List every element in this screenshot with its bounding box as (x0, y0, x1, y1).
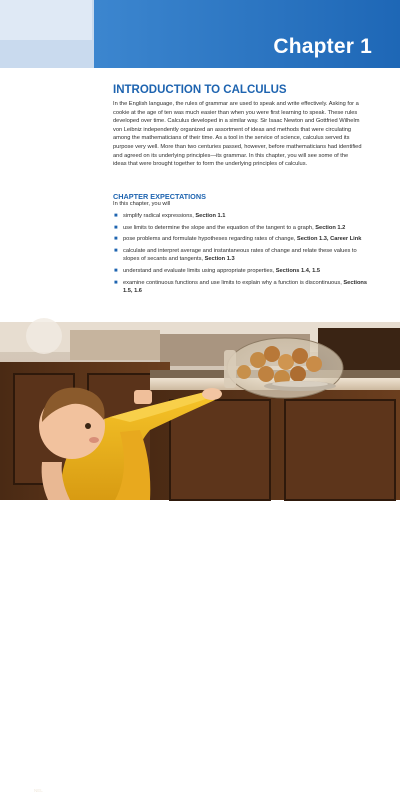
list-item (113, 267, 368, 276)
bullet-icon: ■ (114, 224, 118, 231)
chapter-photo (0, 322, 400, 793)
item-text: use limits to determine the slope and the equation of the tangent to a graph, (123, 224, 316, 231)
expectations-lead: In this chapter, you will (113, 201, 171, 207)
list-item (113, 247, 368, 264)
chapter-title: Chapter 1 (273, 35, 372, 58)
item-text: examine continuous functions and use limits to explain why a function is discontinuous, (123, 279, 344, 286)
item-section: Section 1.2 (315, 224, 346, 231)
bullet-icon: ■ (114, 267, 118, 274)
item-section: Sections 1.5, 1.6 (123, 279, 368, 295)
bullet-icon: ■ (114, 279, 118, 286)
item-section: Section 1.3 (204, 256, 235, 263)
expectations-list (113, 212, 368, 299)
bullet-icon: ■ (114, 213, 118, 219)
intro-paragraph: In the English language, the rules of grammar are used to speak and write effectively. Asking for a cookie at the age of ten was much easier than when you were first learning to speak. These rules developed over time. Calculus developed in a similar way. Sir Isaac Newton and Gottfried Wilhelm von Leibniz independently organized an assortment of ideas and methods that were circulating among the mathematicians of their time. As a tool in the service of science, calculus served its purpose very well. More than two centuries passed, however, before mathematicians had identified and agreed on its underlying principles—its grammar. In this chapter, you will see some of the ideas that were brought together to form the underlying principles of calculus. (113, 101, 362, 168)
list-item (113, 224, 368, 233)
bullet-icon: ■ (114, 247, 118, 254)
section-title: INTRODUCTION TO CALCULUS (113, 84, 287, 96)
list-item (113, 279, 368, 296)
item-text: calculate and interpret average and instantaneous rates of change and relate these values to slopes of secants and tangents, (123, 247, 357, 263)
list-item (113, 235, 368, 244)
child-reaching-cookie-jar-illustration (0, 322, 400, 500)
item-text: pose problems and formulate hypotheses regarding rates of change, (123, 236, 297, 243)
list-item (113, 212, 368, 221)
item-section: Sections 1.4, 1.5 (275, 267, 320, 274)
item-section: Section 1.1 (195, 213, 226, 219)
item-section: Section 1.3, Career Link (296, 236, 362, 243)
chapter-banner (94, 0, 400, 68)
header-stripe (0, 0, 92, 40)
expectations-title: CHAPTER EXPECTATIONS (113, 192, 206, 201)
bullet-icon: ■ (114, 236, 118, 243)
page-folio: NEL (34, 788, 43, 793)
item-text: simplify radical expressions, (123, 213, 196, 219)
item-text: understand and evaluate limits using appropriate properties, (123, 267, 276, 274)
